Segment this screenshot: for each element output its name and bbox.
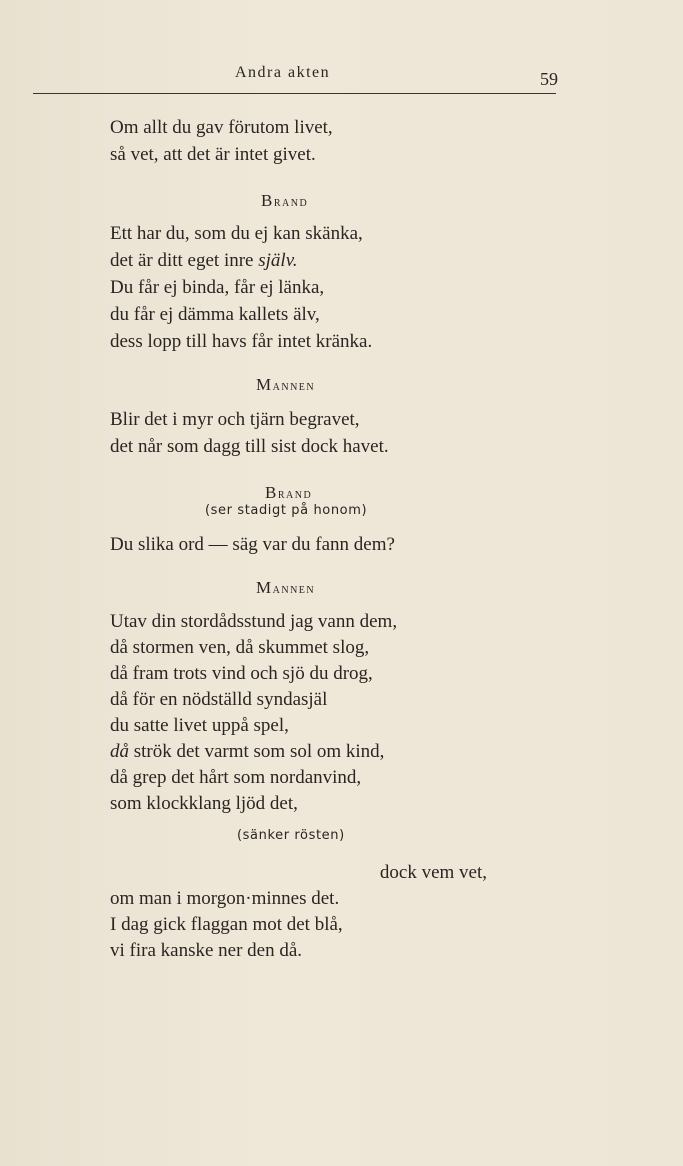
verse-line: Ett har du, som du ej kan skänka, [110, 223, 363, 244]
speaker-mannen: Mannen [256, 578, 316, 597]
verse-line: som klockklang ljöd det, [110, 793, 298, 814]
verse-line: om man i morgon·minnes det. [110, 888, 340, 909]
verse-line: dock vem vet, [379, 862, 487, 883]
verse-line: Du slika ord — säg var du fann dem? [110, 534, 395, 555]
verse-line [110, 741, 384, 763]
verse-line: Om allt du gav förutom livet, [110, 117, 333, 138]
italic-word: då [110, 741, 129, 762]
verse-text: det är ditt eget inre [110, 250, 259, 271]
verse-line: då grep det hårt som nordanvind, [110, 767, 362, 788]
verse-line: då för en nödställd syndasjäl [110, 689, 328, 710]
verse-line: Du får ej binda, får ej länka, [110, 277, 325, 298]
verse-line: Blir det i myr och tjärn begravet, [110, 409, 360, 430]
italic-word: själv. [258, 250, 298, 271]
stage-direction: (ser stadigt på honom) [205, 503, 368, 518]
speaker-brand: Brand [261, 191, 309, 210]
speaker-brand: Brand [265, 483, 313, 502]
verse-line [110, 250, 297, 272]
verse-line: dess lopp till havs får intet kränka. [110, 331, 373, 352]
verse-line: då stormen ven, då skummet slog, [110, 637, 370, 658]
verse-line: Utav din stordådsstund jag vann dem, [110, 611, 398, 632]
verse-text: strök det varmt som sol om kind, [129, 741, 385, 762]
verse-line: I dag gick flaggan mot det blå, [110, 914, 343, 935]
speaker-mannen: Mannen [256, 375, 316, 394]
verse-line: då fram trots vind och sjö du drog, [110, 663, 373, 684]
header-rule [33, 93, 556, 94]
verse-line: vi fira kanske ner den då. [110, 940, 303, 961]
verse-line: det når som dagg till sist dock havet. [110, 436, 389, 457]
running-title: Andra akten [235, 64, 331, 81]
verse-line: du satte livet uppå spel, [110, 715, 289, 736]
stage-direction: (sänker rösten) [237, 828, 345, 843]
page-number: 59 [540, 69, 558, 89]
verse-line: du får ej dämma kallets älv, [110, 304, 320, 325]
verse-line: så vet, att det är intet givet. [110, 144, 316, 165]
